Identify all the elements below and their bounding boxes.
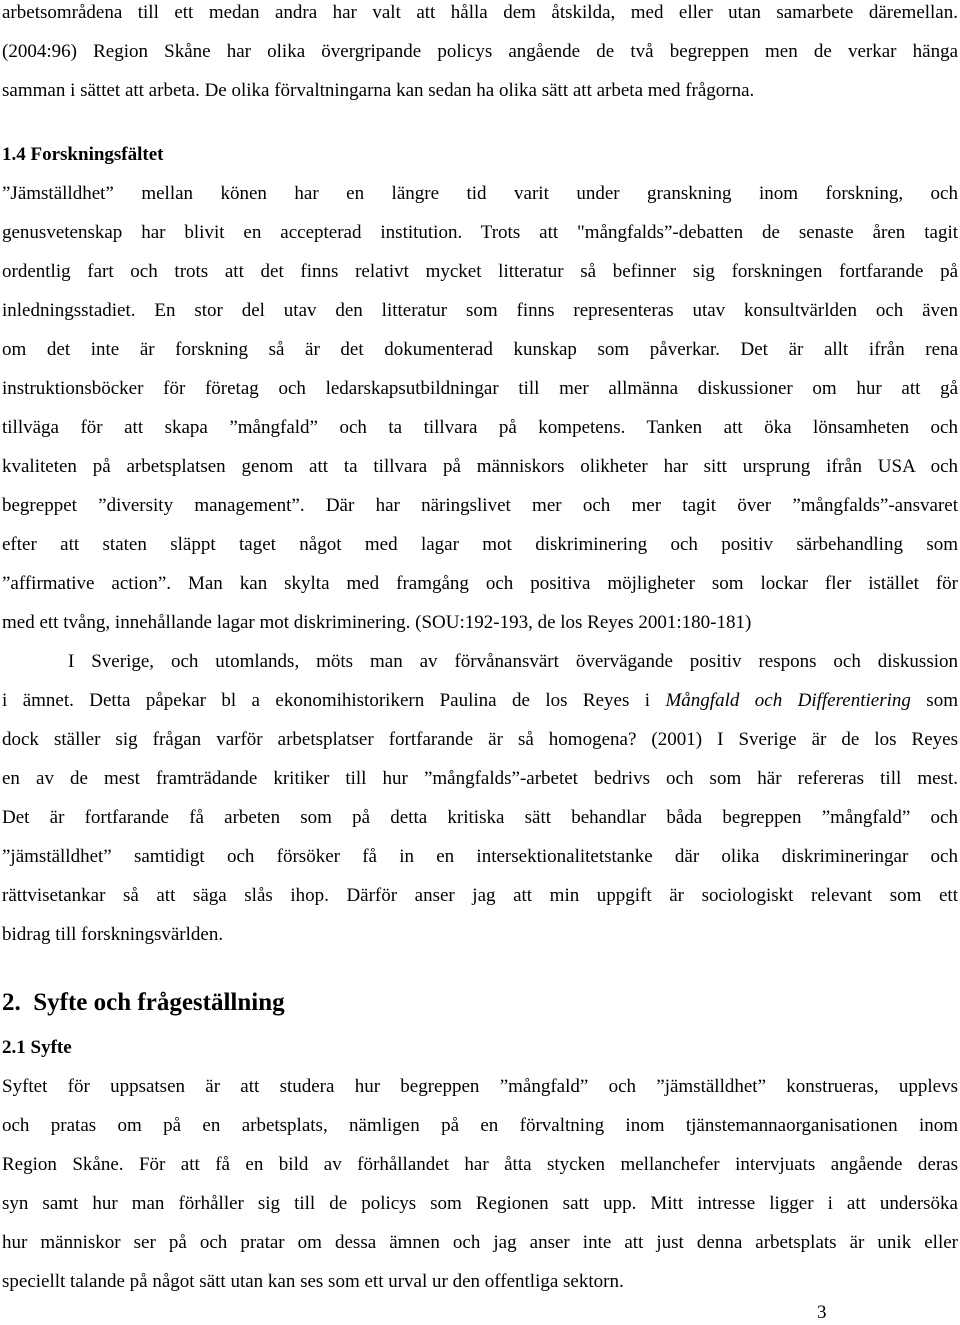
paragraph-line — [2, 689, 958, 713]
paragraph-line: dock ställer sig frågan varför arbetsplatser fortfarande är så homogena? (2001) I Sverige är de los Reyes — [2, 729, 958, 750]
paragraph-line: speciellt talande på något sätt utan kan ses som ett urval ur den offentliga sektorn. — [2, 1271, 624, 1292]
paragraph-line: inledningsstadiet. En stor del utav den litteratur som finns representeras utav konsultvärlden och även — [2, 300, 958, 321]
paragraph-line-indented: I Sverige, och utomlands, möts man av förvånansvärt övervägande positiv respons och diskussion — [68, 651, 958, 672]
paragraph-line: hur människor ser på och pratar om dessa ämnen och jag anser inte att just denna arbetsplats är unik eller — [2, 1232, 958, 1253]
paragraph-line: Syftet för uppsatsen är att studera hur begreppen ”mångfald” och ”jämställdhet” konstrueras, upplevs — [2, 1076, 958, 1097]
paragraph-line: instruktionsböcker för företag och ledarskapsutbildningar till mer allmänna diskussioner om hur att gå — [2, 378, 958, 399]
paragraph-line: efter att staten släppt taget något med lagar mot diskriminering och positiv särbehandling som — [2, 534, 958, 555]
paragraph-line: ”affirmative action”. Man kan skylta med framgång och positiva möjligheter som lockar fler istället för — [2, 573, 958, 594]
paragraph-line: Region Skåne. För att få en bild av förhållandet har åtta stycken mellanchefer intervjuats angående deras — [2, 1154, 958, 1175]
paragraph-line: en av de mest framträdande kritiker till hur ”mångfalds”-arbetet bedrivs och som här refereras till mest. — [2, 768, 958, 789]
section-heading-1-4: 1.4 Forskningsfältet — [2, 144, 164, 165]
paragraph-line: ordentlig fart och trots att det finns relativt mycket litteratur så befinner sig forskningen fortfarande på — [2, 261, 958, 282]
book-title: Mångfald och Differentiering — [665, 690, 911, 711]
paragraph-line: genusvetenskap har blivit en accepterad institution. Trots att "mångfalds”-debatten de senaste åren tagit — [2, 222, 958, 243]
section-heading-2: 2. Syfte och frågeställning — [2, 989, 285, 1016]
paragraph-line: begreppet ”diversity management”. Där har näringslivet mer och mer tagit över ”mångfalds”-ansvaret — [2, 495, 958, 516]
paragraph-line: rättvisetankar så att säga slås ihop. Därför anser jag att min uppgift är sociologiskt relevant som ett — [2, 885, 958, 906]
text-run: i ämnet. Detta påpekar bl a ekonomihistorikern Paulina de los Reyes i — [2, 690, 666, 711]
intro-line-3: samman i sättet att arbeta. De olika förvaltningarna kan sedan ha olika sätt att arbeta med frågorna. — [2, 80, 755, 101]
paragraph-line: Det är fortfarande få arbeten som på detta kritiska sätt behandlar båda begreppen ”mångfald” och — [2, 807, 958, 828]
paragraph-line: om det inte är forskning så är det dokumenterad kunskap som påverkar. Det är allt ifrån rena — [2, 339, 958, 360]
paragraph-line: syn samt hur man förhåller sig till de policys som Regionen satt upp. Mitt intresse ligger i att undersöka — [2, 1193, 958, 1214]
paragraph-line: bidrag till forskningsvärlden. — [2, 924, 224, 945]
page-number: 3 — [817, 1302, 827, 1323]
paragraph-line: ”jämställdhet” samtidigt och försöker få in en intersektionalitetstanke där olika diskrimineringar och — [2, 846, 958, 867]
text-run: som — [910, 690, 958, 711]
paragraph-line: och pratas om på en arbetsplats, nämligen på en förvaltning inom tjänstemannaorganisationen inom — [2, 1115, 958, 1136]
paragraph-line: kvaliteten på arbetsplatsen genom att ta tillvara på människors olikheter har sitt ursprung ifrån USA och — [2, 456, 958, 477]
section-heading-2-1: 2.1 Syfte — [2, 1037, 72, 1058]
intro-line-2: (2004:96) Region Skåne har olika övergripande policys angående de två begreppen men de verkar hänga — [2, 41, 958, 62]
intro-line-1: arbetsområdena till ett medan andra har valt att hålla dem åtskilda, med eller utan samarbete däremellan. — [2, 2, 958, 23]
paragraph-line: tillväga för att skapa ”mångfald” och ta tillvara på kompetens. Tanken att öka lönsamheten och — [2, 417, 958, 438]
paragraph-line: med ett tvång, innehållande lagar mot diskriminering. (SOU:192-193, de los Reyes 2001:180-181) — [2, 612, 752, 633]
paragraph-line: ”Jämställdhet” mellan könen har en längre tid varit under granskning inom forskning, och — [2, 183, 958, 204]
